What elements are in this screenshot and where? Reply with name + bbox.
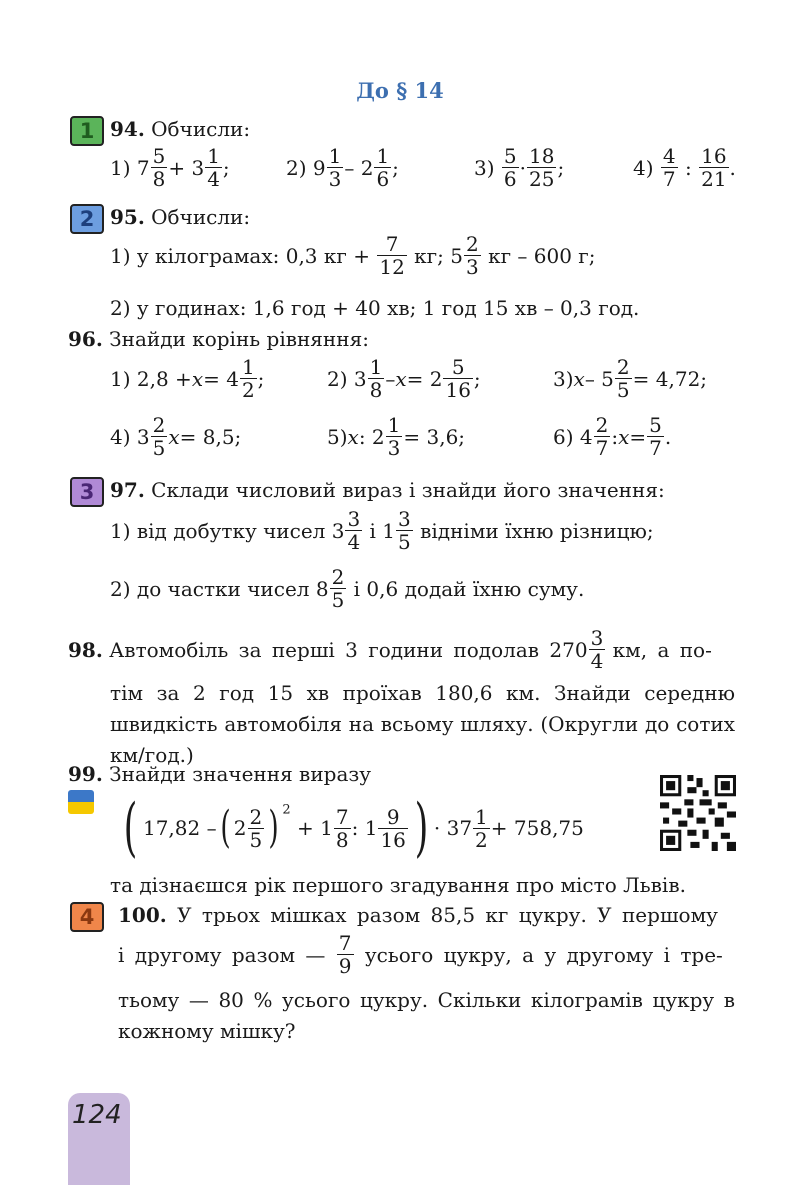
- ex96-eq-3: 3)x– 5 $\frac{2}{5}$ = 4,72;: [553, 355, 708, 402]
- ex96-eq-4: 4) 3 $\frac{2}{5}$ x= 8,5;: [110, 413, 242, 460]
- ex95-heading: [110, 205, 250, 229]
- ex94-number: 94.: [110, 117, 145, 141]
- ex94-item-3: 3) $\frac{5}{6}$ · $\frac{18}{25}$ ;: [474, 144, 565, 191]
- ex99-title: Знайди значення виразу: [109, 762, 372, 786]
- ex99-expression: ( 17,82 –( 2 $\frac{2}{5}$ ) $^2$ + 1 $\frac{7}{8}$ : 1 $\frac{9}{16}$ ) · 37 $\frac{1}{2}$ + 758,75: [123, 791, 584, 865]
- ukraine-flag-icon: [68, 790, 94, 814]
- ex97-line-1: 1) від добутку чисел 3 $\frac{3}{4}$ і 1 $\frac{3}{5}$ відніми їхню різницю;: [110, 507, 654, 554]
- ex100-text: тьому — 80 % усього цукру. Скільки кілограмів цукру в кожному мішку?: [118, 988, 735, 1043]
- ex95-line-1: 1) у кілограмах: 0,3 кг + $\frac{7}{12}$ кг; 5 $\frac{2}{3}$ кг – 600 г;: [110, 232, 596, 279]
- ex97-line-2: 2) до частки чисел 8 $\frac{2}{5}$ і 0,6 додай їхню суму.: [110, 565, 585, 612]
- section-title: До § 14: [356, 78, 444, 103]
- ex97-number: 97.: [110, 478, 145, 502]
- ex97-title: Склади числовий вираз і знайди його значення:: [151, 478, 665, 502]
- ex99-heading: [68, 762, 371, 786]
- ex96-heading: [68, 327, 369, 351]
- ex96-eq-6: 6) 4 $\frac{2}{7}$ :x= $\frac{5}{7}$ .: [553, 413, 672, 460]
- ex96-eq-2: 2) 3 $\frac{1}{8}$ –x= 2 $\frac{5}{16}$ ;: [327, 355, 481, 402]
- ex96-title: Знайди корінь рівняння:: [109, 327, 369, 351]
- ex99-number: 99.: [68, 762, 103, 786]
- ex97-heading: [110, 478, 665, 502]
- ex98-text: тім за 2 год 15 хв проїхав 180,6 км. Знайди середню швидкість автомобіля на всьому шляху. (Округли до сотих км/год.): [110, 681, 735, 767]
- ex96-number: 96.: [68, 327, 103, 351]
- ex98-number: 98.: [68, 637, 103, 662]
- ex100-line-1: 100. У трьох мішках разом 85,5 кг цукру. У першому: [118, 903, 718, 927]
- ex94-item-4: 4) $\frac{4}{7}$ : $\frac{16}{21}$ .: [633, 144, 736, 191]
- ex94-item-1: 1) 7 $\frac{5}{8}$ + 3 $\frac{1}{4}$ ;: [110, 144, 230, 191]
- ex96-eq-5: 5)x: 2 $\frac{1}{3}$ = 3,6;: [327, 413, 466, 460]
- ex94-heading: [110, 117, 250, 141]
- ex94-title: Обчисли:: [151, 117, 251, 141]
- qr-code-icon[interactable]: [660, 775, 736, 851]
- ex94-item-2: 2) 9 $\frac{1}{3}$ – 2 $\frac{1}{6}$ ;: [286, 144, 399, 191]
- ex96-eq-1: 1) 2,8 +x= 4 $\frac{1}{2}$ ;: [110, 355, 265, 402]
- level-badge-3: 3: [70, 477, 104, 507]
- level-badge-2: 2: [70, 204, 104, 234]
- ex98-line-1: 98. Автомобіль за перші 3 години подолав 270 $\frac{3}{4}$ км, а по-: [68, 626, 712, 673]
- ex100-number: 100.: [118, 903, 167, 927]
- level-badge-1: 1: [70, 116, 104, 146]
- page-number: 124: [72, 1100, 122, 1130]
- ex95-number: 95.: [110, 205, 145, 229]
- ex95-line-2: 2) у годинах: 1,6 год + 40 хв; 1 год 15 хв – 0,3 год.: [110, 296, 640, 320]
- ex99-after-text: та дізнаєшся рік першого згадування про місто Львів.: [110, 873, 686, 897]
- level-badge-4: 4: [70, 902, 104, 932]
- ex95-title: Обчисли:: [151, 205, 251, 229]
- ex100-line-2: і другому разом — $\frac{7}{9}$ усього цукру, а у другому і тре-: [118, 931, 723, 978]
